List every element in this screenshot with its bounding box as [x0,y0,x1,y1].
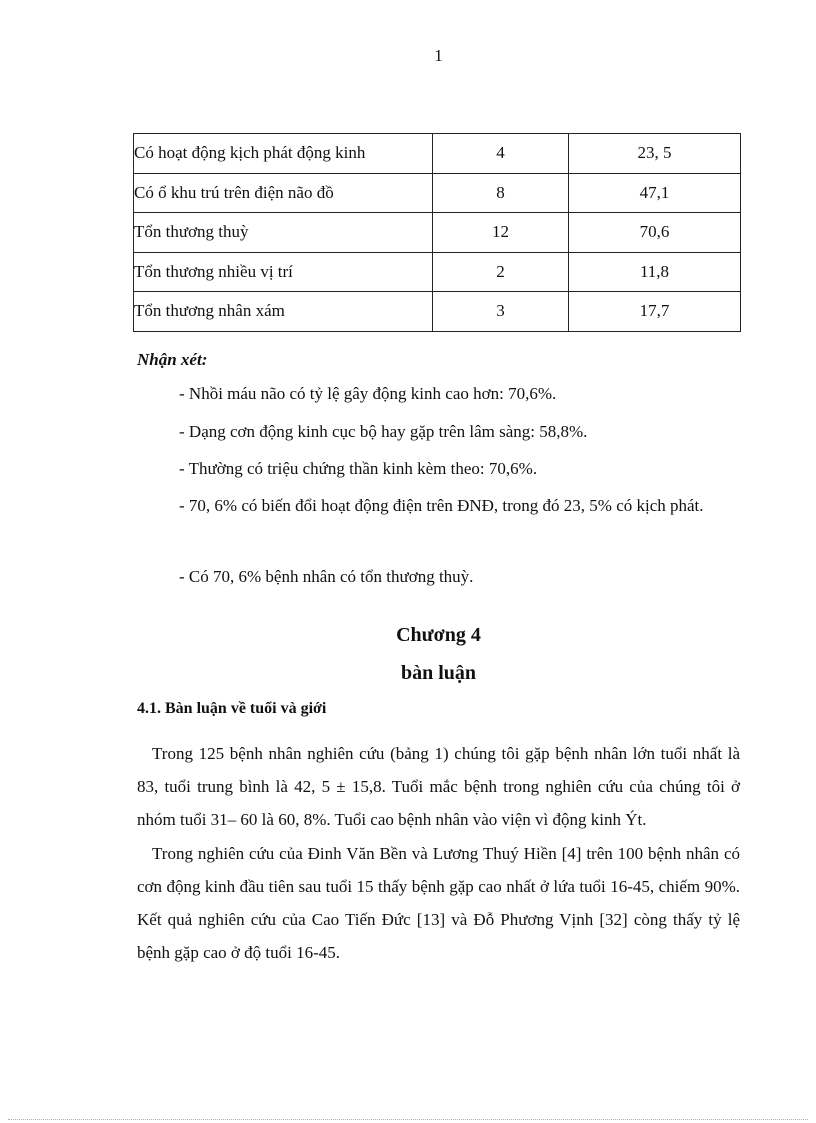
page-bottom-separator [8,1119,808,1120]
remark-item: - Dạng cơn động kinh cục bộ hay gặp trên lâm sàng: 58,8%. [179,422,588,441]
results-table [133,133,741,332]
cell-percent: 17,7 [569,292,741,332]
table-row [134,173,741,213]
cell-percent: 11,8 [569,252,741,292]
remarks-heading: Nhận xét: [137,350,208,369]
cell-label: Có hoạt động kịch phát động kinh [134,134,433,174]
cell-count: 4 [433,134,569,174]
chapter-title: Chương 4 [396,624,481,646]
page-number: 1 [434,46,443,65]
cell-label: Có ổ khu trú trên điện não đồ [134,173,433,213]
table-row [134,134,741,174]
body-paragraph: Trong 125 bệnh nhân nghiên cứu (bảng 1) chúng tôi gặp bệnh nhân lớn tuổi nhất là 83, tuổi trung bình là 42, 5 ± 15,8. Tuổi mắc bệnh trong nghiên cứu của chúng tôi ở nhóm tuổi 31– 60 là 60, 8%. Tuổi cao bệnh nhân vào viện vì động kinh Ýt. [137,744,740,830]
cell-percent: 47,1 [569,173,741,213]
cell-percent: 23, 5 [569,134,741,174]
cell-count: 12 [433,213,569,253]
cell-percent: 70,6 [569,213,741,253]
cell-count: 8 [433,173,569,213]
table-row [134,213,741,253]
cell-label: Tổn thương nhân xám [134,292,433,332]
cell-count: 2 [433,252,569,292]
body-paragraph: Trong nghiên cứu của Đinh Văn Bền và Lương Thuý Hiền [4] trên 100 bệnh nhân có cơn động kinh đầu tiên sau tuổi 15 thấy bệnh gặp cao nhất ở lứa tuổi 16-45, chiếm 90%. Kết quả nghiên cứu của Cao Tiến Đức [13] và Đỗ Phương Vịnh [32] còng thấy tỷ lệ bệnh gặp cao ở độ tuổi 16-45. [137,843,740,963]
remark-item: - Thường có triệu chứng thần kinh kèm theo: 70,6%. [179,459,538,478]
cell-count: 3 [433,292,569,332]
table-row [134,252,741,292]
chapter-subtitle: bàn luận [400,662,477,684]
body-text [137,737,740,969]
remark-item: - Nhồi máu não có tỷ lệ gây động kinh cao hơn: 70,6%. [179,384,557,403]
cell-label: Tổn thương thuỳ [134,213,433,253]
remark-item: - 70, 6% có biến đổi hoạt động điện trên ĐNĐ, trong đó 23, 5% có kịch phát. [179,496,704,515]
table-row [134,292,741,332]
section-heading: 4.1. Bàn luận về tuổi và giới [137,700,327,717]
cell-label: Tổn thương nhiều vị trí [134,252,433,292]
remark-item: - Có 70, 6% bệnh nhân có tổn thương thuỳ. [179,567,474,586]
